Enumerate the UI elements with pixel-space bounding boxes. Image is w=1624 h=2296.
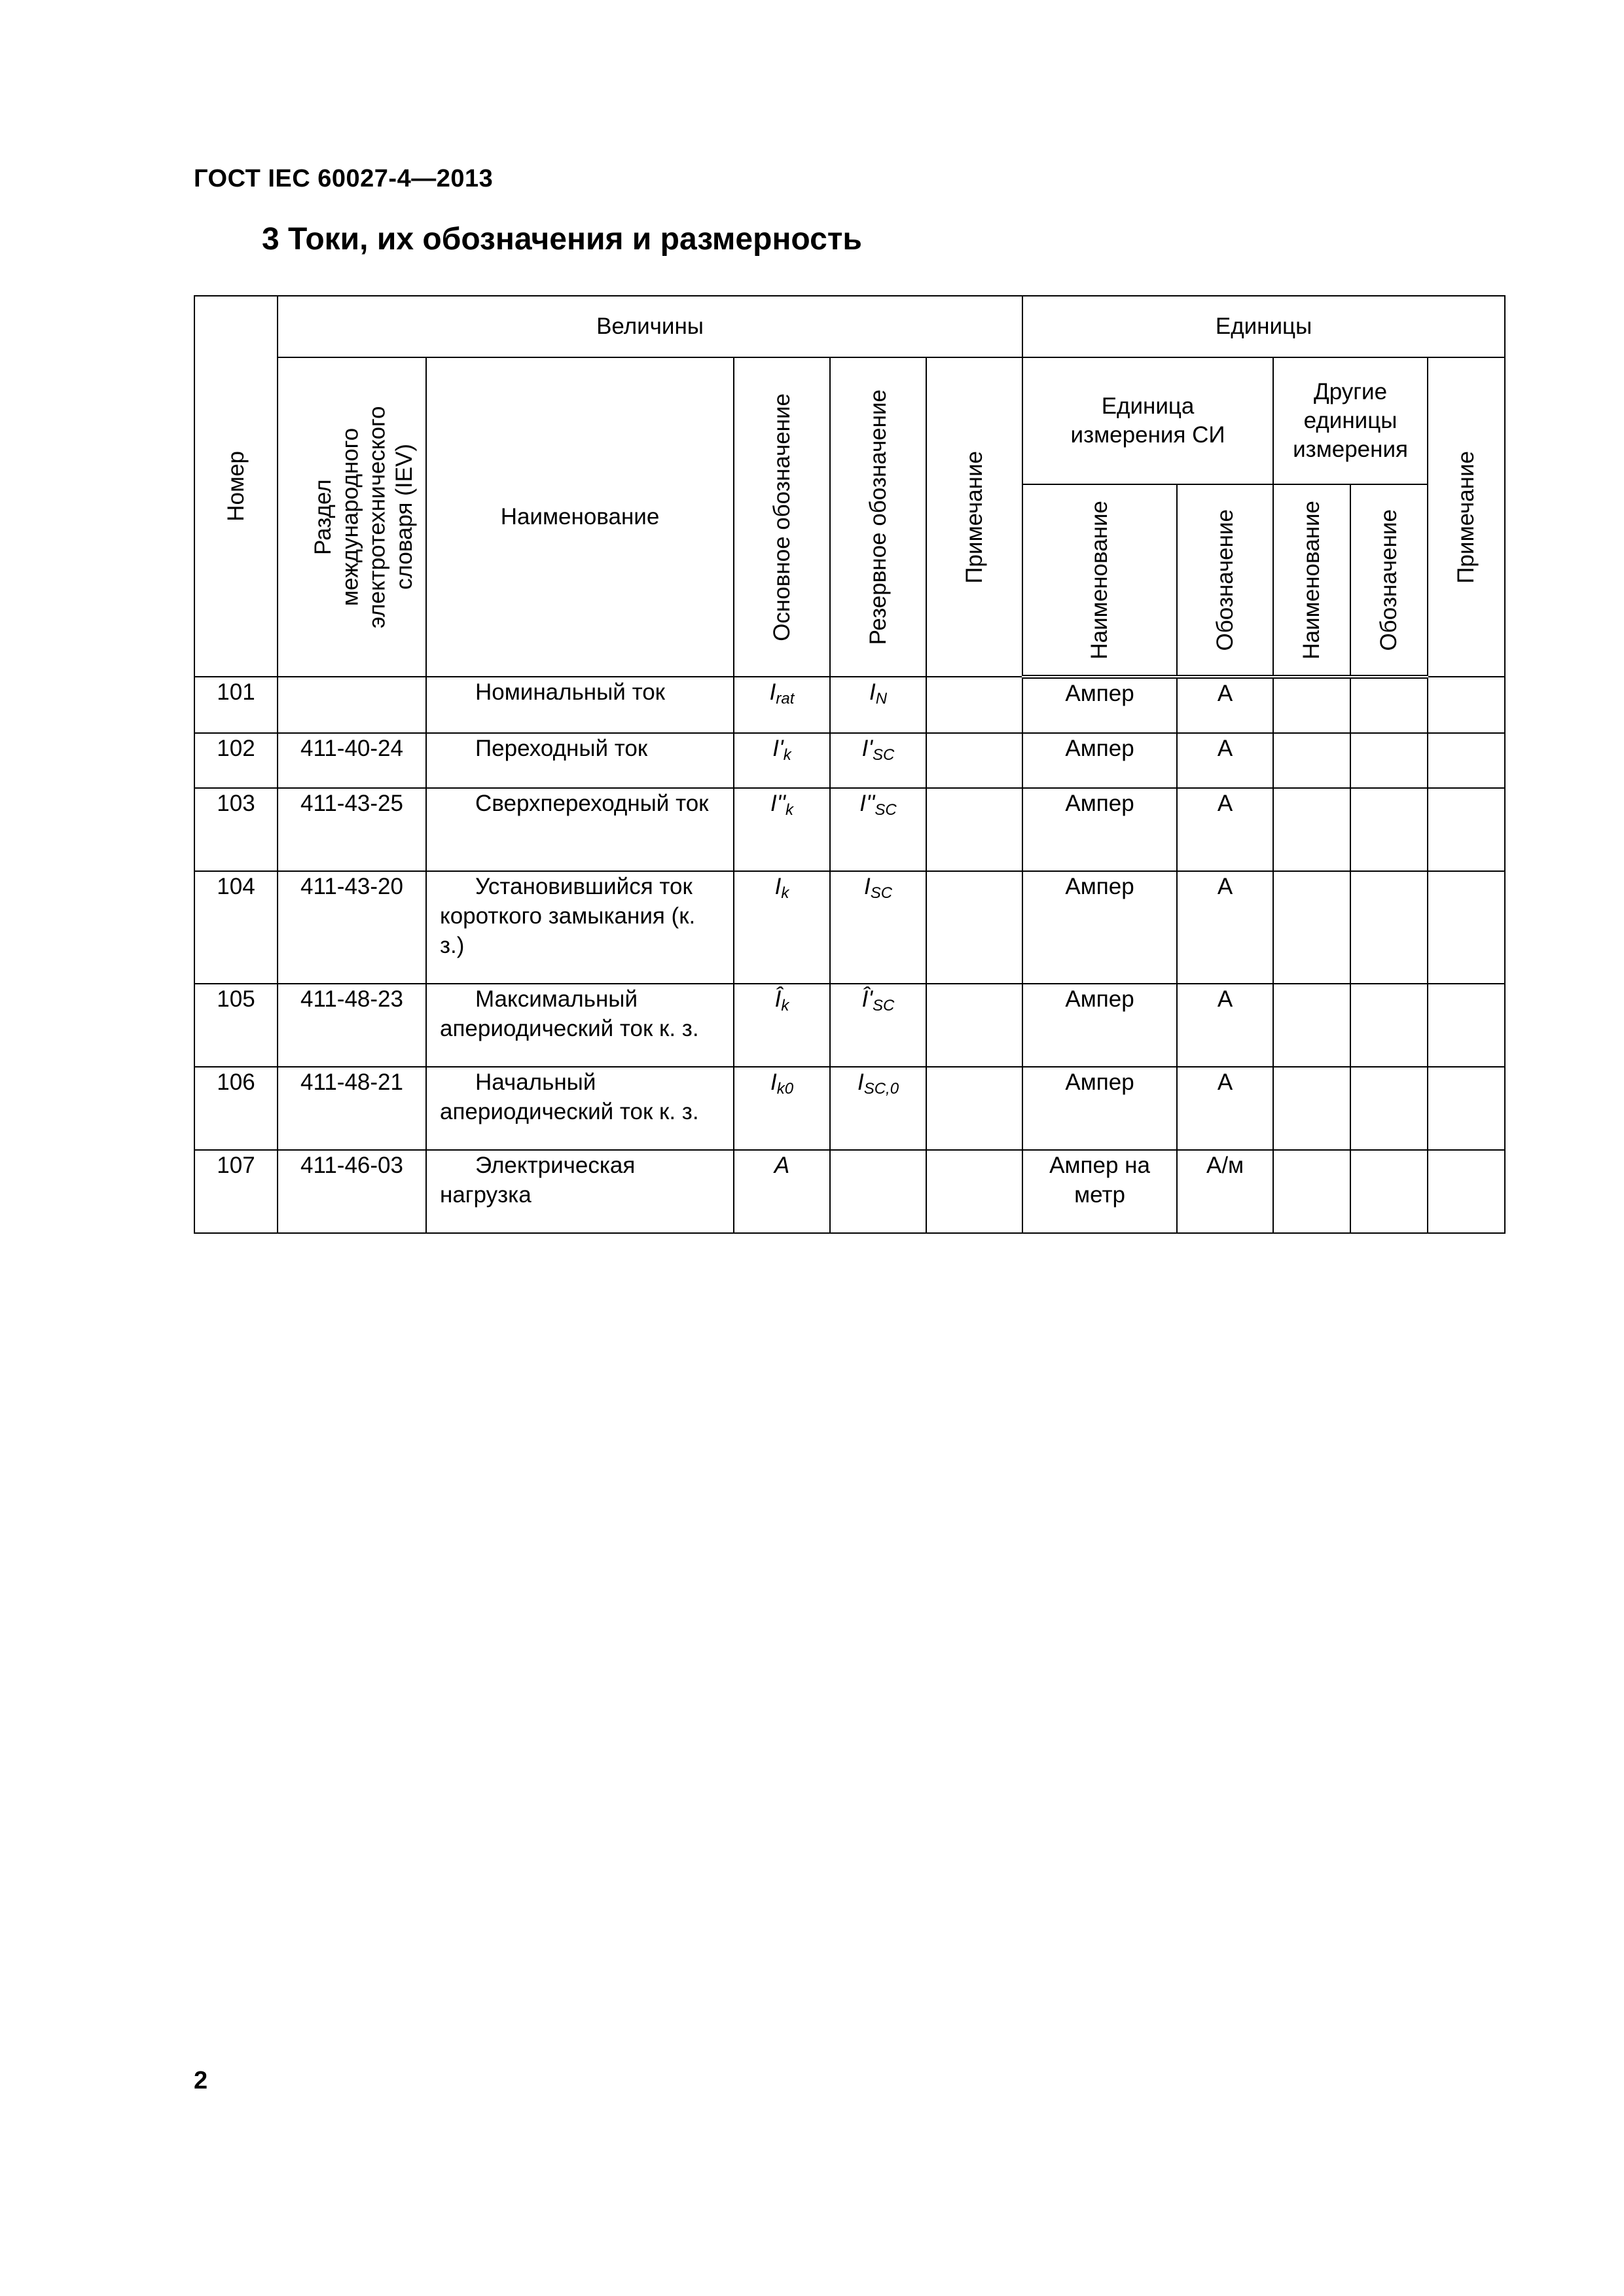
header-other-units: Другие единицы измерения xyxy=(1273,357,1428,484)
cell-name-text: Электрическая нагрузка xyxy=(440,1153,636,1208)
cell-units-note xyxy=(1428,1150,1505,1233)
page-number: 2 xyxy=(194,2067,208,2094)
cell-other-symbol xyxy=(1350,1067,1428,1150)
cell-other-name xyxy=(1273,1067,1350,1150)
cell-units-note xyxy=(1428,733,1505,788)
header-other-name-label: Наименование xyxy=(1299,500,1325,660)
cell-si-symbol: A xyxy=(1177,871,1273,984)
reserve-symbol: $I_{SC,0}$ xyxy=(857,1069,899,1098)
cell-number: 107 xyxy=(194,1150,278,1233)
cell-name xyxy=(426,733,734,788)
cell-si-name: Ампер xyxy=(1022,984,1177,1067)
main-symbol: $Î_k$ xyxy=(774,986,789,1014)
cell-name xyxy=(426,984,734,1067)
main-symbol: $I_{k0}$ xyxy=(770,1069,794,1098)
cell-name-text: Начальный апериодический ток к. з. xyxy=(440,1069,699,1124)
cell-si-name: Ампер xyxy=(1022,677,1177,733)
header-reserve-symbol-label: Резервное обозначение xyxy=(865,389,891,645)
cell-main-symbol xyxy=(734,788,830,871)
cell-name-text: Установившийся ток короткого замыкания (к. з.) xyxy=(440,874,696,958)
header-other-name xyxy=(1273,484,1350,677)
cell-note xyxy=(926,1150,1022,1233)
cell-number: 102 xyxy=(194,733,278,788)
reserve-symbol: $I''_{SC}$ xyxy=(859,791,897,819)
cell-other-name xyxy=(1273,733,1350,788)
header-note-label: Примечание xyxy=(961,450,987,584)
cell-note xyxy=(926,788,1022,871)
cell-other-name xyxy=(1273,1150,1350,1233)
header-si-symbol-label: Обозначение xyxy=(1212,509,1238,651)
table-row xyxy=(194,1067,1505,1150)
cell-si-name: Ампер xyxy=(1022,871,1177,984)
cell-number: 105 xyxy=(194,984,278,1067)
cell-name xyxy=(426,1067,734,1150)
cell-main-symbol xyxy=(734,1067,830,1150)
header-units: Единицы xyxy=(1022,296,1505,357)
currents-table xyxy=(194,295,1506,1234)
cell-reserve-symbol xyxy=(830,788,926,871)
header-units-note xyxy=(1428,357,1505,677)
cell-reserve-symbol xyxy=(830,733,926,788)
cell-name-text: Сверхпереходный ток xyxy=(475,791,709,816)
cell-si-symbol: A xyxy=(1177,788,1273,871)
cell-name xyxy=(426,788,734,871)
cell-iev xyxy=(278,677,426,733)
cell-iev: 411-40-24 xyxy=(278,733,426,788)
cell-reserve-symbol xyxy=(830,984,926,1067)
cell-iev: 411-46-03 xyxy=(278,1150,426,1233)
cell-other-symbol xyxy=(1350,1150,1428,1233)
reserve-symbol: $Î'_{SC}$ xyxy=(861,986,895,1014)
cell-note xyxy=(926,677,1022,733)
main-symbol: $I''_k$ xyxy=(770,791,794,819)
header-number xyxy=(194,296,278,677)
cell-name xyxy=(426,677,734,733)
cell-units-note xyxy=(1428,984,1505,1067)
cell-iev: 411-43-20 xyxy=(278,871,426,984)
cell-si-symbol: A/м xyxy=(1177,1150,1273,1233)
cell-main-symbol xyxy=(734,871,830,984)
cell-si-symbol: A xyxy=(1177,733,1273,788)
cell-number: 106 xyxy=(194,1067,278,1150)
header-main-symbol xyxy=(734,357,830,677)
document-code: ГОСТ IEC 60027-4—2013 xyxy=(194,165,494,192)
cell-other-symbol xyxy=(1350,788,1428,871)
cell-number: 104 xyxy=(194,871,278,984)
section-title: 3 Токи, их обозначения и размерность xyxy=(262,222,862,257)
table-row xyxy=(194,788,1505,871)
header-units-note-label: Примечание xyxy=(1453,450,1479,584)
cell-name-text: Переходный ток xyxy=(475,736,648,761)
cell-si-name: Ампер на метр xyxy=(1022,1150,1177,1233)
cell-other-name xyxy=(1273,788,1350,871)
cell-main-symbol xyxy=(734,1150,830,1233)
cell-iev: 411-48-23 xyxy=(278,984,426,1067)
cell-units-note xyxy=(1428,677,1505,733)
cell-iev: 411-43-25 xyxy=(278,788,426,871)
cell-reserve-symbol xyxy=(830,677,926,733)
cell-si-symbol: A xyxy=(1177,1067,1273,1150)
header-si-symbol xyxy=(1177,484,1273,677)
cell-reserve-symbol xyxy=(830,871,926,984)
cell-reserve-symbol xyxy=(830,1150,926,1233)
cell-note xyxy=(926,733,1022,788)
cell-si-symbol: A xyxy=(1177,984,1273,1067)
cell-other-symbol xyxy=(1350,984,1428,1067)
cell-note xyxy=(926,984,1022,1067)
table-row xyxy=(194,733,1505,788)
cell-other-symbol xyxy=(1350,733,1428,788)
cell-main-symbol xyxy=(734,984,830,1067)
header-si-name xyxy=(1022,484,1177,677)
header-reserve-symbol xyxy=(830,357,926,677)
reserve-symbol: $I_N$ xyxy=(869,679,888,708)
table-row xyxy=(194,677,1505,733)
header-quantities: Величины xyxy=(278,296,1022,357)
reserve-symbol: $I_{SC}$ xyxy=(863,874,893,902)
cell-note xyxy=(926,871,1022,984)
header-name: Наименование xyxy=(426,357,734,677)
cell-number: 101 xyxy=(194,677,278,733)
cell-name xyxy=(426,1150,734,1233)
reserve-symbol: $I'_{SC}$ xyxy=(861,736,895,764)
cell-name xyxy=(426,871,734,984)
cell-main-symbol xyxy=(734,733,830,788)
main-symbol: $I'_k$ xyxy=(772,736,791,764)
cell-si-symbol: A xyxy=(1177,677,1273,733)
header-iev-section xyxy=(278,357,426,677)
main-symbol: $I_k$ xyxy=(774,874,789,902)
header-other-symbol-label: Обозначение xyxy=(1376,509,1402,651)
cell-si-name: Ампер xyxy=(1022,1067,1177,1150)
cell-number: 103 xyxy=(194,788,278,871)
cell-name-text: Максимальный апериодический ток к. з. xyxy=(440,986,699,1041)
cell-name-text: Номинальный ток xyxy=(475,679,665,705)
header-si-unit: Единица измерения СИ xyxy=(1022,357,1273,484)
main-symbol: $I_{rat}$ xyxy=(769,679,795,708)
cell-other-symbol xyxy=(1350,871,1428,984)
cell-units-note xyxy=(1428,788,1505,871)
cell-units-note xyxy=(1428,1067,1505,1150)
main-symbol: A xyxy=(774,1153,790,1178)
header-note xyxy=(926,357,1022,677)
header-number-label: Номер xyxy=(223,451,249,522)
cell-other-name xyxy=(1273,677,1350,733)
cell-si-name: Ампер xyxy=(1022,788,1177,871)
cell-note xyxy=(926,1067,1022,1150)
cell-other-name xyxy=(1273,871,1350,984)
cell-si-name: Ампер xyxy=(1022,733,1177,788)
table-row xyxy=(194,1150,1505,1233)
header-other-symbol xyxy=(1350,484,1428,677)
header-main-symbol-label: Основное обозначение xyxy=(768,393,795,641)
table-row xyxy=(194,871,1505,984)
cell-main-symbol xyxy=(734,677,830,733)
header-iev-section-label: Раздел международного электротехнического словаря (IEV) xyxy=(310,406,417,628)
cell-other-symbol xyxy=(1350,677,1428,733)
table-row xyxy=(194,984,1505,1067)
cell-iev: 411-48-21 xyxy=(278,1067,426,1150)
cell-reserve-symbol xyxy=(830,1067,926,1150)
cell-other-name xyxy=(1273,984,1350,1067)
header-si-name-label: Наименование xyxy=(1087,500,1113,660)
cell-units-note xyxy=(1428,871,1505,984)
